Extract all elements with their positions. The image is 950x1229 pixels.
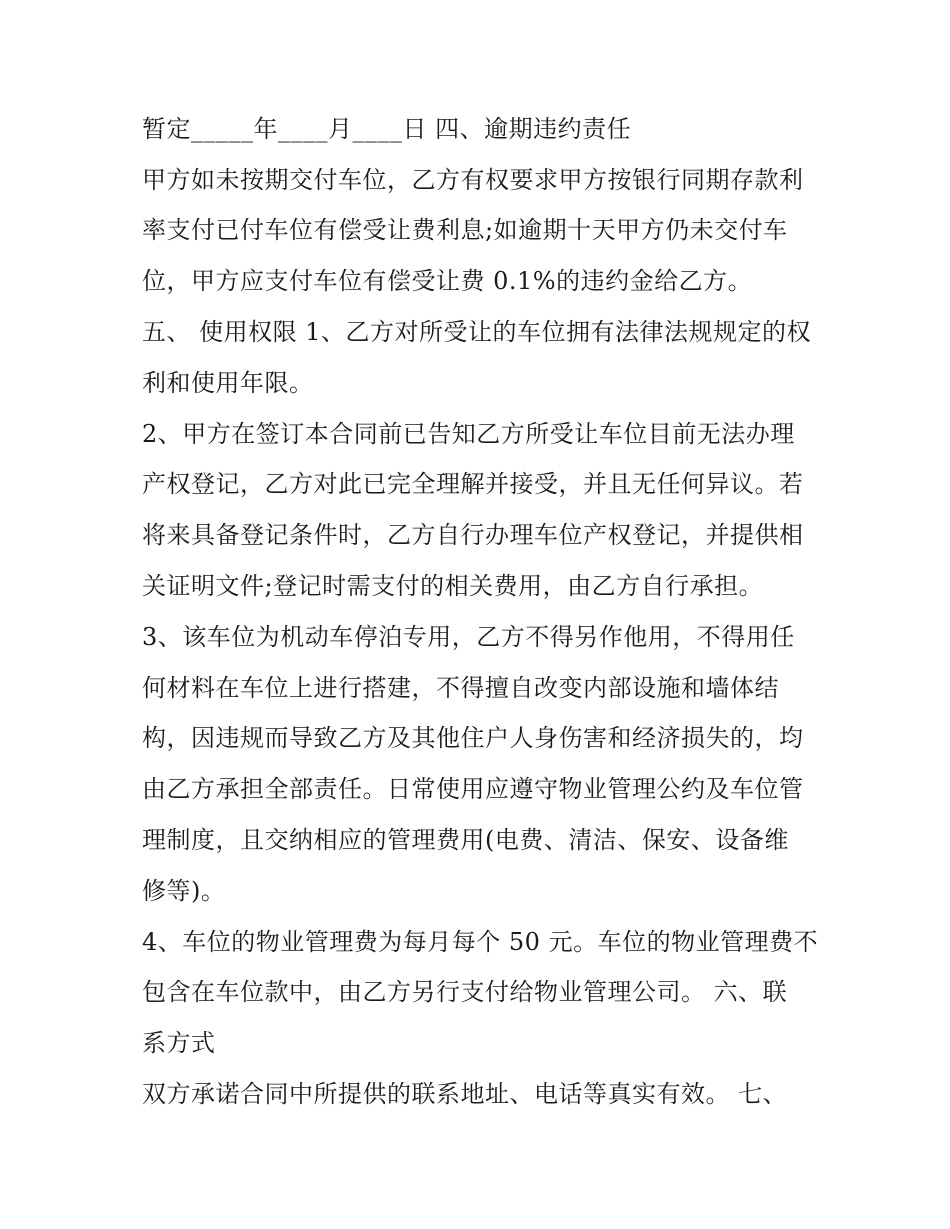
text-line: 3、该车位为机动车停泊专用，乙方不得另作他用，不得用任	[142, 623, 795, 651]
text-line: 位，甲方应支付车位有偿受让费 0.1%的违约金给乙方。	[142, 267, 753, 295]
text-line: 率支付已付车位有偿受让费利息;如逾期十天甲方仍未交付车	[142, 216, 788, 244]
text-line: 产权登记，乙方对此已完全理解并接受，并且无任何异议。若	[142, 470, 804, 498]
text-line: 理制度，且交纳相应的管理费用(电费、清洁、保安、设备维	[142, 826, 789, 854]
text-line: 修等)。	[142, 877, 226, 905]
text-line: 将来具备登记条件时，乙方自行办理车位产权登记，并提供相	[142, 521, 804, 549]
text-line: 五、 使用权限 1、乙方对所受让的车位拥有法律法规规定的权	[142, 318, 812, 346]
text-line: 系方式	[142, 1029, 216, 1057]
text-line: 暂定_____年____月____日 四、逾期违约责任	[142, 115, 632, 143]
text-line: 利和使用年限。	[142, 369, 314, 397]
text-line: 何材料在车位上进行搭建，不得擅自改变内部设施和墙体结	[142, 674, 779, 702]
text-line: 双方承诺合同中所提供的联系地址、电话等真实有效。 七、	[142, 1080, 788, 1108]
text-line: 由乙方承担全部责任。日常使用应遵守物业管理公约及车位管	[142, 775, 804, 803]
text-line: 2、甲方在签订本合同前已告知乙方所受让车位目前无法办理	[142, 420, 795, 448]
text-line: 构，因违规而导致乙方及其他住户人身伤害和经济损失的，均	[142, 724, 804, 752]
text-line: 关证明文件;登记时需支付的相关费用，由乙方自行承担。	[142, 572, 764, 600]
text-line: 包含在车位款中，由乙方另行支付给物业管理公司。 六、联	[142, 978, 788, 1006]
text-line: 甲方如未按期交付车位，乙方有权要求甲方按银行同期存款利	[142, 166, 804, 194]
text-line: 4、车位的物业管理费为每月每个 50 元。车位的物业管理费不	[142, 928, 819, 956]
